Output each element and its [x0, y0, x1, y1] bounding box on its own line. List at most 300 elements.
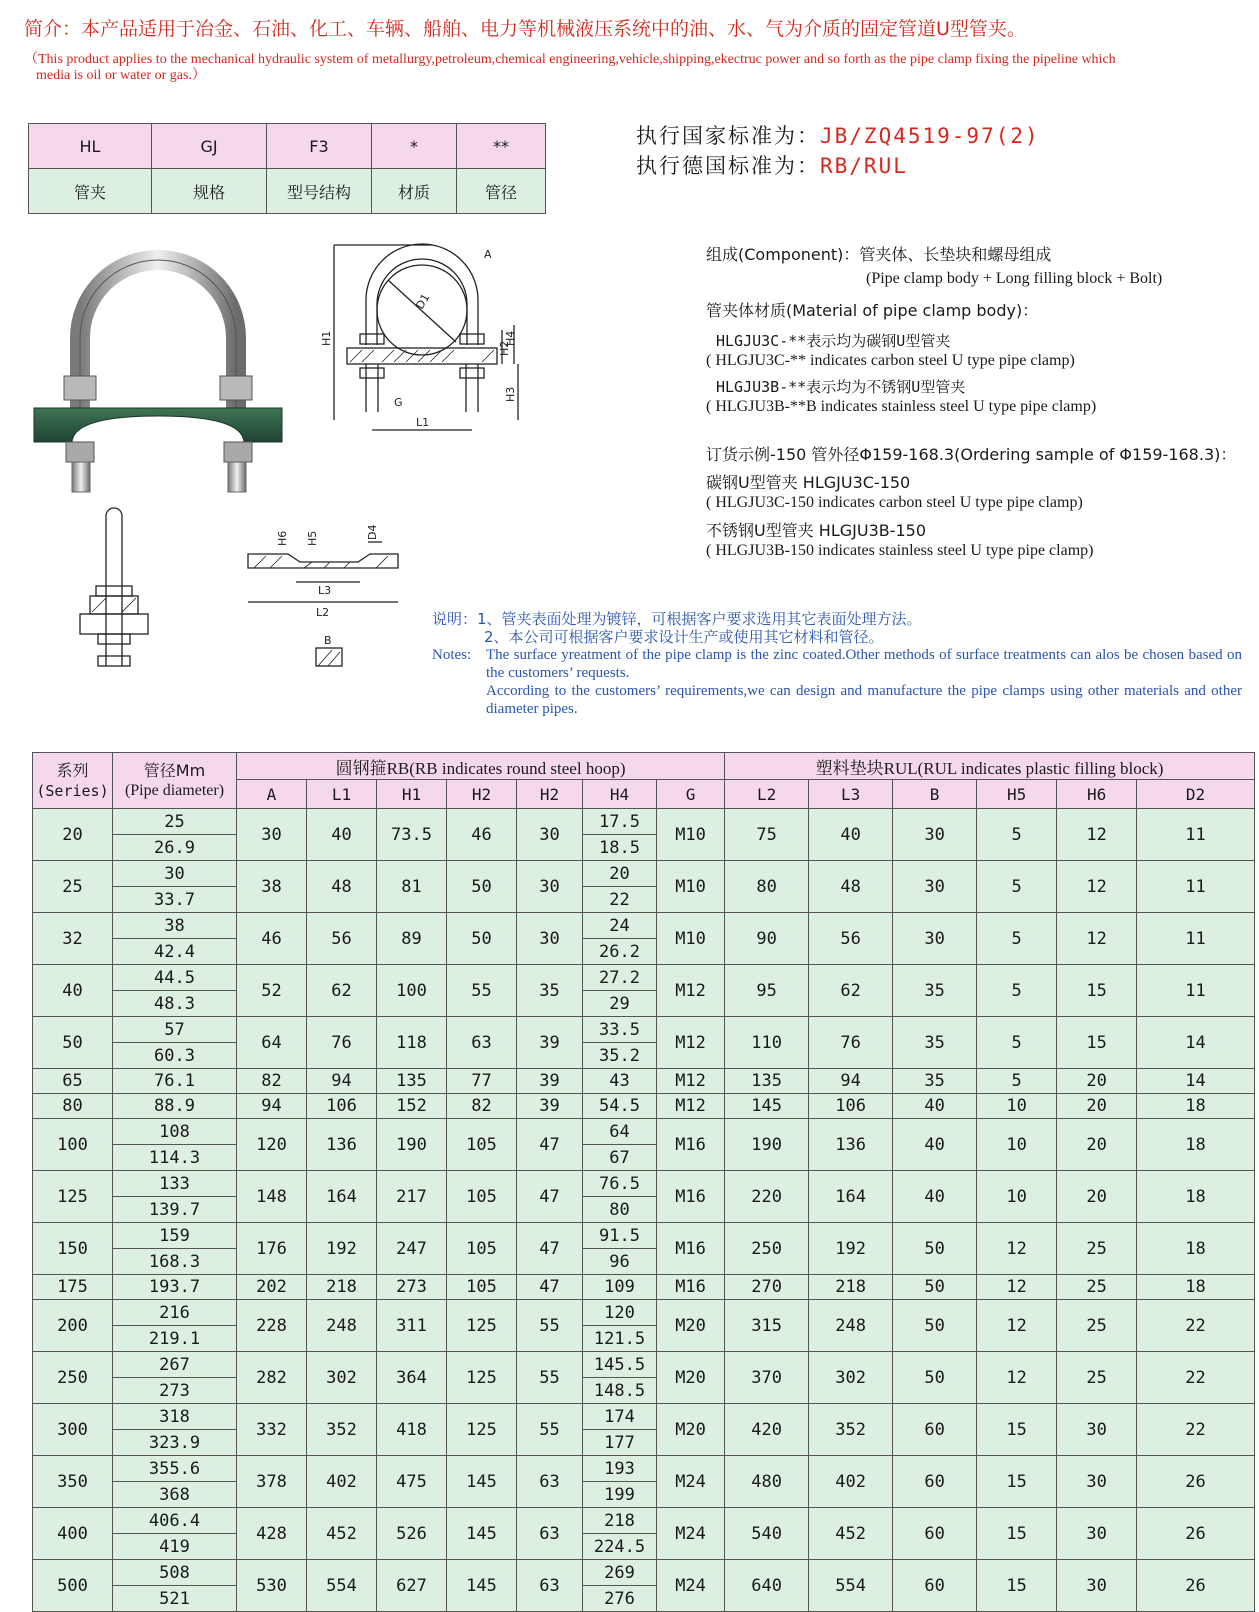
value-cell: 40: [307, 809, 377, 861]
component-line-7: ( HLGJU3B-**B indicates stainless steel U type pipe clamp): [706, 398, 1097, 415]
value-cell: 26: [1137, 1456, 1255, 1508]
value-cell: 15: [977, 1456, 1057, 1508]
value-cell: 5: [977, 913, 1057, 965]
diameter-cell: 88.9: [113, 1094, 237, 1119]
series-cell: 100: [33, 1119, 113, 1171]
value-cell: 50: [893, 1352, 977, 1404]
value-cell: 12: [1057, 809, 1137, 861]
h4-cell: 91.5: [583, 1223, 657, 1249]
component-line-12: ( HLGJU3B-150 indicates stainless steel U type pipe clamp): [706, 542, 1094, 559]
column-header: H6: [1057, 780, 1137, 809]
value-cell: 125: [447, 1404, 517, 1456]
value-cell: 15: [977, 1404, 1057, 1456]
code-label: 管径: [457, 169, 546, 214]
series-cell: 65: [33, 1069, 113, 1094]
value-cell: 418: [377, 1404, 447, 1456]
diameter-cell: 193.7: [113, 1275, 237, 1300]
value-cell: 76: [809, 1017, 893, 1069]
column-header: L1: [307, 780, 377, 809]
table-row: [33, 1560, 1255, 1586]
table-row: [33, 1017, 1255, 1043]
value-cell: 10: [977, 1171, 1057, 1223]
value-cell: M24: [657, 1560, 725, 1612]
value-cell: 270: [725, 1275, 809, 1300]
value-cell: 94: [809, 1069, 893, 1094]
diameter-cell: 25: [113, 809, 237, 835]
diameter-cell: 44.5: [113, 965, 237, 991]
value-cell: 52: [237, 965, 307, 1017]
value-cell: 352: [809, 1404, 893, 1456]
value-cell: 40: [809, 809, 893, 861]
h4-cell: 29: [583, 991, 657, 1017]
value-cell: 164: [809, 1171, 893, 1223]
value-cell: 15: [977, 1560, 1057, 1612]
value-cell: 5: [977, 861, 1057, 913]
value-cell: M12: [657, 1069, 725, 1094]
value-cell: 370: [725, 1352, 809, 1404]
value-cell: 82: [237, 1069, 307, 1094]
value-cell: 26: [1137, 1560, 1255, 1612]
value-cell: 20: [1057, 1171, 1137, 1223]
model-code-table: [28, 123, 546, 214]
h4-cell: 269: [583, 1560, 657, 1586]
drawing-label-l1: L1: [416, 416, 430, 429]
value-cell: 378: [237, 1456, 307, 1508]
diameter-cell: 267: [113, 1352, 237, 1378]
drawing-label-d1: D1: [413, 291, 433, 312]
value-cell: M12: [657, 965, 725, 1017]
value-cell: 218: [809, 1275, 893, 1300]
diameter-cell: 406.4: [113, 1508, 237, 1534]
value-cell: 94: [307, 1069, 377, 1094]
value-cell: 352: [307, 1404, 377, 1456]
value-cell: 22: [1137, 1300, 1255, 1352]
drawing-label-h5: H5: [306, 530, 319, 546]
value-cell: 106: [307, 1094, 377, 1119]
value-cell: 135: [377, 1069, 447, 1094]
value-cell: 315: [725, 1300, 809, 1352]
diameter-cell: 168.3: [113, 1249, 237, 1275]
value-cell: 55: [517, 1404, 583, 1456]
value-cell: 60: [893, 1508, 977, 1560]
value-cell: 25: [1057, 1275, 1137, 1300]
series-cell: 500: [33, 1560, 113, 1612]
value-cell: 89: [377, 913, 447, 965]
intro-english-line1: （This product applies to the mechanical hydraulic system of metallurgy,petroleum,chemical engineering,vehicle,shipping,ekectruc power and so forth as the pipe clamp fixing the pipeline which: [24, 52, 1116, 67]
intro-chinese: 简介：本产品适用于冶金、石油、化工、车辆、船舶、电力等机械液压系统中的油、水、气为介质的固定管道U型管夹。: [24, 18, 1026, 40]
diameter-cell: 216: [113, 1300, 237, 1326]
value-cell: M12: [657, 1094, 725, 1119]
value-cell: M16: [657, 1171, 725, 1223]
h4-cell: 174: [583, 1404, 657, 1430]
column-header: H2: [447, 780, 517, 809]
value-cell: 35: [893, 1069, 977, 1094]
table-row: [33, 1456, 1255, 1482]
diameter-cell: 114.3: [113, 1145, 237, 1171]
value-cell: 148: [237, 1171, 307, 1223]
value-cell: 48: [307, 861, 377, 913]
intro-english-line2: media is oil or water or gas.）: [36, 68, 206, 83]
h4-cell: 20: [583, 861, 657, 887]
value-cell: 120: [237, 1119, 307, 1171]
component-line-9: 碳钢U型管夹 HLGJU3C-150: [706, 473, 911, 492]
value-cell: 15: [1057, 1017, 1137, 1069]
value-cell: 12: [1057, 861, 1137, 913]
u-clamp-photo: [28, 258, 290, 508]
value-cell: 627: [377, 1560, 447, 1612]
h4-cell: 22: [583, 887, 657, 913]
diameter-cell: 139.7: [113, 1197, 237, 1223]
value-cell: 218: [307, 1275, 377, 1300]
diameter-cell: 219.1: [113, 1326, 237, 1352]
value-cell: M10: [657, 861, 725, 913]
value-cell: 100: [377, 965, 447, 1017]
column-header: H4: [583, 780, 657, 809]
value-cell: 105: [447, 1119, 517, 1171]
value-cell: 30: [893, 809, 977, 861]
series-header: [33, 753, 113, 809]
table-row: [33, 1223, 1255, 1249]
diameter-cell: 26.9: [113, 835, 237, 861]
value-cell: 47: [517, 1275, 583, 1300]
value-cell: 47: [517, 1171, 583, 1223]
value-cell: 273: [377, 1275, 447, 1300]
value-cell: 56: [809, 913, 893, 965]
h4-cell: 24: [583, 913, 657, 939]
diameter-cell: 33.7: [113, 887, 237, 913]
h4-cell: 276: [583, 1586, 657, 1612]
column-header: B: [893, 780, 977, 809]
value-cell: 554: [809, 1560, 893, 1612]
table-row: [33, 1069, 1255, 1094]
value-cell: 420: [725, 1404, 809, 1456]
diameter-cell: 368: [113, 1482, 237, 1508]
value-cell: 15: [1057, 965, 1137, 1017]
diameter-header: [113, 753, 237, 809]
drawing-label-a: A: [484, 248, 492, 261]
table-row: [33, 1508, 1255, 1534]
h4-cell: 109: [583, 1275, 657, 1300]
value-cell: 35: [893, 965, 977, 1017]
value-cell: 50: [447, 913, 517, 965]
notes-cn-1: 说明：1、管夹表面处理为镀锌，可根据客户要求选用其它表面处理方法。: [432, 610, 922, 628]
table-row: [33, 1404, 1255, 1430]
h4-cell: 199: [583, 1482, 657, 1508]
value-cell: 5: [977, 1069, 1057, 1094]
filling-block-drawing: [240, 522, 410, 682]
h4-cell: 43: [583, 1069, 657, 1094]
value-cell: 145: [447, 1508, 517, 1560]
value-cell: 18: [1137, 1171, 1255, 1223]
value-cell: 452: [307, 1508, 377, 1560]
value-cell: 30: [893, 861, 977, 913]
value-cell: 62: [809, 965, 893, 1017]
notes-en-1: The surface yreatment of the pipe clamp is the zinc coated.Other methods of surface treatments can alos be chosen based on the customers’ requests.: [486, 647, 1242, 681]
value-cell: 50: [893, 1223, 977, 1275]
value-cell: 18: [1137, 1275, 1255, 1300]
value-cell: 125: [447, 1352, 517, 1404]
value-cell: 25: [1057, 1223, 1137, 1275]
value-cell: 190: [377, 1119, 447, 1171]
value-cell: 81: [377, 861, 447, 913]
value-cell: 554: [307, 1560, 377, 1612]
value-cell: 25: [1057, 1352, 1137, 1404]
value-cell: 38: [237, 861, 307, 913]
drawing-label-g: G: [394, 396, 403, 409]
value-cell: 22: [1137, 1352, 1255, 1404]
value-cell: 302: [809, 1352, 893, 1404]
value-cell: 30: [1057, 1456, 1137, 1508]
value-cell: 55: [447, 965, 517, 1017]
value-cell: 48: [809, 861, 893, 913]
value-cell: 640: [725, 1560, 809, 1612]
h4-cell: 26.2: [583, 939, 657, 965]
german-standard: [636, 150, 908, 180]
value-cell: 530: [237, 1560, 307, 1612]
h4-cell: 18.5: [583, 835, 657, 861]
value-cell: 30: [1057, 1508, 1137, 1560]
h4-cell: 193: [583, 1456, 657, 1482]
value-cell: 50: [447, 861, 517, 913]
value-cell: 14: [1137, 1017, 1255, 1069]
value-cell: 247: [377, 1223, 447, 1275]
german-standard-label: 执行德国标准为：: [636, 154, 820, 178]
value-cell: 60: [893, 1456, 977, 1508]
series-cell: 250: [33, 1352, 113, 1404]
diameter-cell: 57: [113, 1017, 237, 1043]
value-cell: 118: [377, 1017, 447, 1069]
h4-cell: 96: [583, 1249, 657, 1275]
value-cell: M20: [657, 1300, 725, 1352]
value-cell: 55: [517, 1300, 583, 1352]
value-cell: 192: [809, 1223, 893, 1275]
component-line-11: 不锈钢U型管夹 HLGJU3B-150: [706, 521, 927, 540]
drawing-label-l3: L3: [318, 584, 332, 597]
value-cell: 63: [517, 1456, 583, 1508]
value-cell: 136: [809, 1119, 893, 1171]
value-cell: 50: [893, 1300, 977, 1352]
code-label: 材质: [372, 169, 457, 214]
h4-cell: 145.5: [583, 1352, 657, 1378]
group-header-rul: 塑料垫块RUL(RUL indicates plastic filling block): [725, 753, 1255, 780]
value-cell: 46: [237, 913, 307, 965]
column-header: H2: [517, 780, 583, 809]
notes-en-2: According to the customers’ requirements,we can design and manufacture the pipe clamps using other materials and other diameter pipes.: [486, 683, 1242, 717]
value-cell: 106: [809, 1094, 893, 1119]
value-cell: 25: [1057, 1300, 1137, 1352]
series-cell: 50: [33, 1017, 113, 1069]
table-row: [33, 809, 1255, 835]
value-cell: 402: [307, 1456, 377, 1508]
value-cell: 35: [517, 965, 583, 1017]
diameter-cell: 159: [113, 1223, 237, 1249]
value-cell: M10: [657, 913, 725, 965]
value-cell: 12: [977, 1300, 1057, 1352]
component-line-6: HLGJU3B-**表示均为不锈钢U型管夹: [716, 378, 966, 396]
diameter-cell: 318: [113, 1404, 237, 1430]
value-cell: 60: [893, 1560, 977, 1612]
series-cell: 125: [33, 1171, 113, 1223]
value-cell: 95: [725, 965, 809, 1017]
value-cell: M20: [657, 1404, 725, 1456]
value-cell: 30: [517, 913, 583, 965]
value-cell: 480: [725, 1456, 809, 1508]
value-cell: 90: [725, 913, 809, 965]
spec-table: [32, 752, 1255, 1612]
value-cell: 364: [377, 1352, 447, 1404]
table-row: [33, 1119, 1255, 1145]
value-cell: 47: [517, 1223, 583, 1275]
value-cell: 56: [307, 913, 377, 965]
code-cell: *: [372, 124, 457, 169]
component-line-3: 管夹体材质(Material of pipe clamp body)：: [706, 301, 1039, 320]
diameter-cell: 355.6: [113, 1456, 237, 1482]
value-cell: 18: [1137, 1223, 1255, 1275]
value-cell: 145: [725, 1094, 809, 1119]
value-cell: 402: [809, 1456, 893, 1508]
series-cell: 175: [33, 1275, 113, 1300]
column-header: H1: [377, 780, 447, 809]
value-cell: 248: [307, 1300, 377, 1352]
value-cell: 76: [307, 1017, 377, 1069]
value-cell: 11: [1137, 861, 1255, 913]
drawing-label-h3: H3: [504, 386, 517, 402]
value-cell: 18: [1137, 1094, 1255, 1119]
value-cell: 176: [237, 1223, 307, 1275]
series-cell: 350: [33, 1456, 113, 1508]
code-cell: F3: [267, 124, 372, 169]
value-cell: 125: [447, 1300, 517, 1352]
value-cell: 14: [1137, 1069, 1255, 1094]
value-cell: 30: [517, 809, 583, 861]
table-row: [33, 965, 1255, 991]
component-line-2: (Pipe clamp body + Long filling block + Bolt): [866, 270, 1163, 287]
side-view-drawing: [76, 506, 156, 686]
diameter-cell: 108: [113, 1119, 237, 1145]
h4-cell: 218: [583, 1508, 657, 1534]
value-cell: 302: [307, 1352, 377, 1404]
drawing-label-h2: H2: [498, 340, 511, 356]
component-line-8: 订货示例-150 管外径Φ159-168.3(Ordering sample of Φ159-168.3)：: [706, 445, 1237, 464]
drawing-label-h1: H1: [320, 330, 333, 346]
notes-en-label: Notes:: [432, 647, 472, 663]
value-cell: M16: [657, 1275, 725, 1300]
diameter-cell: 48.3: [113, 991, 237, 1017]
value-cell: 5: [977, 809, 1057, 861]
diameter-cell: 273: [113, 1378, 237, 1404]
h4-cell: 120: [583, 1300, 657, 1326]
table-row: [33, 1275, 1255, 1300]
value-cell: 11: [1137, 913, 1255, 965]
german-standard-value: RB/RUL: [820, 154, 908, 178]
front-view-drawing: [322, 240, 522, 440]
column-header: H5: [977, 780, 1057, 809]
value-cell: M24: [657, 1508, 725, 1560]
component-line-10: ( HLGJU3C-150 indicates carbon steel U type pipe clamp): [706, 494, 1083, 511]
value-cell: 18: [1137, 1119, 1255, 1171]
diameter-cell: 76.1: [113, 1069, 237, 1094]
diameter-cell: 419: [113, 1534, 237, 1560]
value-cell: 10: [977, 1119, 1057, 1171]
value-cell: 60: [893, 1404, 977, 1456]
value-cell: 11: [1137, 965, 1255, 1017]
h4-cell: 67: [583, 1145, 657, 1171]
value-cell: 30: [893, 913, 977, 965]
value-cell: 62: [307, 965, 377, 1017]
value-cell: 145: [447, 1560, 517, 1612]
table-row: [33, 1094, 1255, 1119]
value-cell: 64: [237, 1017, 307, 1069]
value-cell: 332: [237, 1404, 307, 1456]
value-cell: M12: [657, 1017, 725, 1069]
h4-cell: 224.5: [583, 1534, 657, 1560]
column-header: G: [657, 780, 725, 809]
value-cell: 540: [725, 1508, 809, 1560]
series-header-en: (Series): [36, 781, 109, 800]
value-cell: 40: [893, 1119, 977, 1171]
column-header: L3: [809, 780, 893, 809]
value-cell: 220: [725, 1171, 809, 1223]
value-cell: 5: [977, 1017, 1057, 1069]
value-cell: 30: [1057, 1560, 1137, 1612]
group-header-rb: 圆钢箍RB(RB indicates round steel hoop): [237, 753, 725, 780]
value-cell: 311: [377, 1300, 447, 1352]
value-cell: 10: [977, 1094, 1057, 1119]
series-cell: 40: [33, 965, 113, 1017]
value-cell: 12: [977, 1352, 1057, 1404]
code-cell: **: [457, 124, 546, 169]
value-cell: M24: [657, 1456, 725, 1508]
series-cell: 300: [33, 1404, 113, 1456]
diameter-cell: 323.9: [113, 1430, 237, 1456]
table-row: [33, 861, 1255, 887]
h4-cell: 148.5: [583, 1378, 657, 1404]
h4-cell: 80: [583, 1197, 657, 1223]
column-header: A: [237, 780, 307, 809]
diameter-cell: 60.3: [113, 1043, 237, 1069]
value-cell: 5: [977, 965, 1057, 1017]
value-cell: M20: [657, 1352, 725, 1404]
series-cell: 80: [33, 1094, 113, 1119]
value-cell: 40: [893, 1171, 977, 1223]
drawing-label-d4: D4: [366, 524, 379, 540]
component-line-1: 组成(Component)：管夹体、长垫块和螺母组成: [706, 245, 1052, 264]
drawing-label-h6: H6: [276, 530, 289, 546]
value-cell: 47: [517, 1119, 583, 1171]
series-cell: 25: [33, 861, 113, 913]
column-header: L2: [725, 780, 809, 809]
value-cell: 250: [725, 1223, 809, 1275]
value-cell: 190: [725, 1119, 809, 1171]
value-cell: 248: [809, 1300, 893, 1352]
diameter-cell: 42.4: [113, 939, 237, 965]
value-cell: 105: [447, 1223, 517, 1275]
series-cell: 32: [33, 913, 113, 965]
component-line-4: HLGJU3C-**表示均为碳钢U型管夹: [716, 332, 951, 350]
series-header-cn: 系列: [56, 760, 89, 780]
drawing-label-l2: L2: [316, 606, 330, 619]
value-cell: 35: [893, 1017, 977, 1069]
value-cell: 110: [725, 1017, 809, 1069]
value-cell: 63: [447, 1017, 517, 1069]
value-cell: 428: [237, 1508, 307, 1560]
value-cell: 164: [307, 1171, 377, 1223]
value-cell: 40: [893, 1094, 977, 1119]
series-cell: 200: [33, 1300, 113, 1352]
h4-cell: 64: [583, 1119, 657, 1145]
value-cell: 75: [725, 809, 809, 861]
diameter-cell: 521: [113, 1586, 237, 1612]
